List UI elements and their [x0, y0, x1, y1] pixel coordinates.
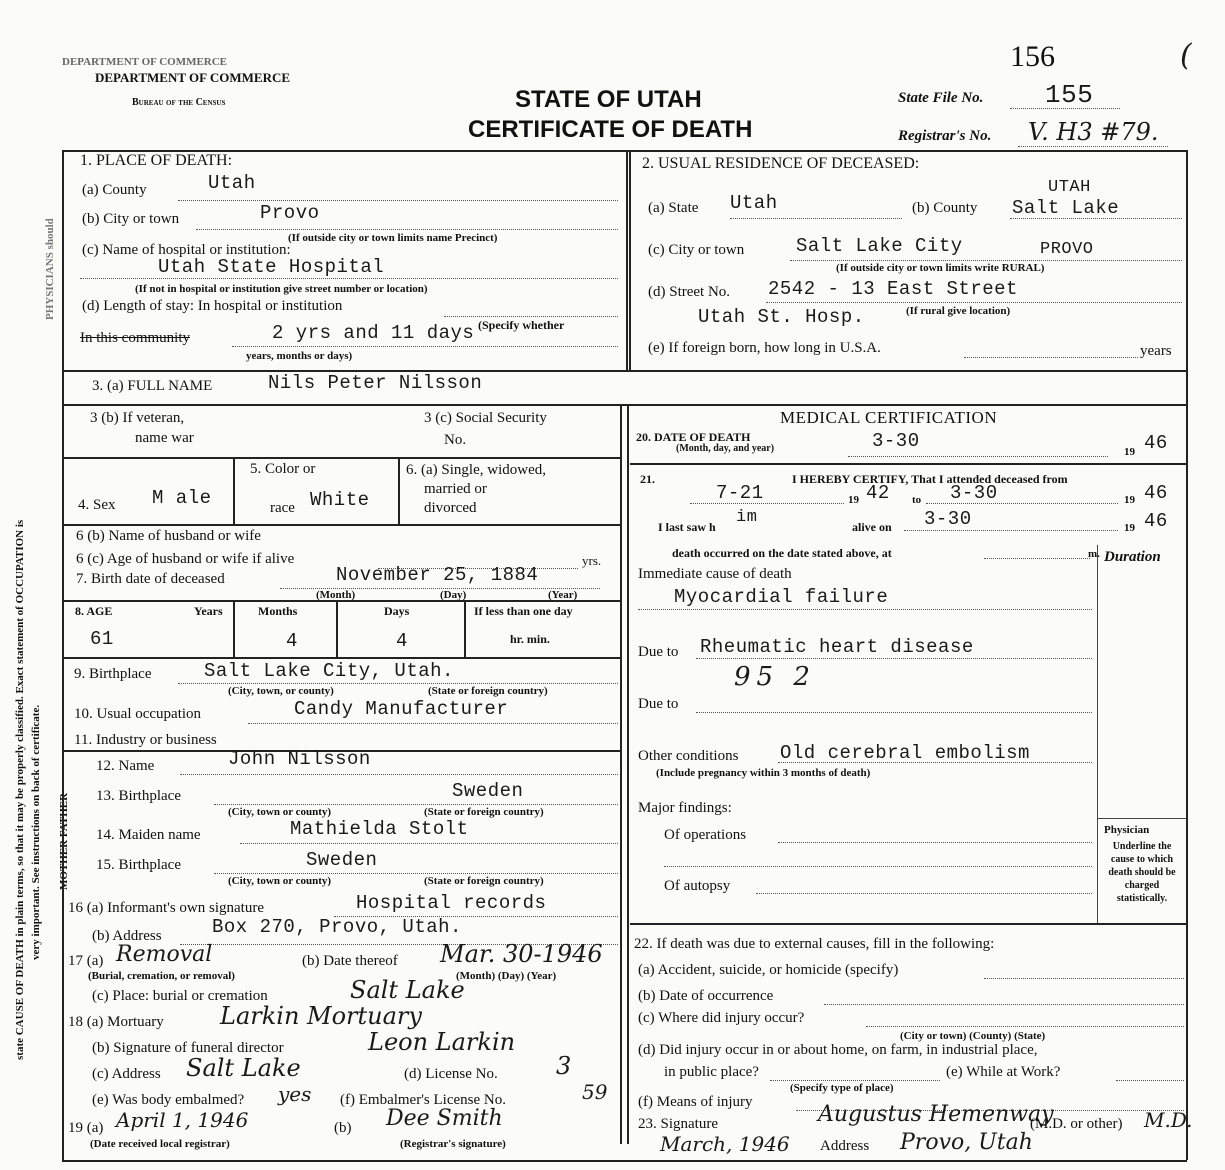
md-label: (M.D. or other) — [1030, 1116, 1123, 1132]
burial-place-value: Salt Lake — [350, 976, 465, 1004]
informant-address-value: Box 270, Provo, Utah. — [212, 916, 462, 938]
full-name-value: Nils Peter Nilsson — [268, 372, 483, 394]
yrs-label: yrs. — [582, 553, 602, 568]
city-value: Provo — [260, 202, 320, 224]
burial-date-note: (Month) (Day) (Year) — [456, 970, 557, 982]
doctor-signature: Augustus Hemenway — [818, 1102, 1054, 1127]
bureau-label: Bureau of the Census — [132, 97, 226, 108]
external-b: (b) Date of occurrence — [638, 988, 774, 1004]
license-value: 3 — [556, 1052, 572, 1080]
city-label: (b) City or town — [82, 211, 180, 227]
to-year-value: 46 — [1144, 482, 1168, 504]
mortuary-label: 18 (a) Mortuary — [68, 1014, 164, 1030]
physician-note-title: Physician — [1104, 824, 1150, 836]
name-war-label: name war — [135, 430, 194, 446]
age-months-label: Months — [258, 604, 298, 618]
father-bp-label: 13. Birthplace — [96, 788, 181, 804]
operations-label: Of operations — [664, 827, 747, 843]
other-conditions-value: Old cerebral embolism — [780, 742, 1030, 764]
date-of-death-label: 20. DATE OF DEATH — [636, 430, 751, 444]
sex-value: M ale — [152, 487, 212, 509]
director-label: (b) Signature of funeral director — [92, 1040, 284, 1056]
registrar-no-value: V. H3 #79. — [1028, 118, 1159, 146]
date-of-death-note: (Month, day, and year) — [676, 443, 775, 454]
res-street-value: 2542 - 13 East Street — [768, 278, 1018, 300]
alive-year-prefix: 19 — [1124, 522, 1135, 534]
res-county-value: Salt Lake — [1012, 197, 1120, 219]
registrar-sig-note: (Registrar's signature) — [400, 1138, 506, 1150]
physician-note: Underline the cause to which death should be charged statistically. — [1108, 841, 1176, 904]
immediate-cause-value: Myocardial failure — [674, 586, 889, 608]
informant-address-label: (b) Address — [92, 928, 162, 944]
label-19a: 19 (a) — [68, 1120, 104, 1136]
external-d2: in public place? — [664, 1064, 759, 1080]
sex-label: 4. Sex — [78, 497, 116, 513]
hospital-label: (c) Name of hospital or institution: — [82, 242, 291, 258]
res-city-over: PROVO — [1040, 240, 1094, 259]
age-months-value: 4 — [286, 630, 298, 652]
age-days-label: Days — [384, 604, 410, 618]
mortuary-value: Larkin Mortuary — [220, 1002, 422, 1030]
county-label: (a) County — [82, 182, 147, 198]
side-instruction-2: very important. See instructions on back of certificate. — [30, 704, 42, 960]
disposal-value: Removal — [116, 942, 213, 967]
res-street-label: (d) Street No. — [648, 284, 731, 300]
year-note: (Year) — [548, 589, 578, 601]
marital-label-3: divorced — [424, 500, 477, 516]
age-days-value: 4 — [396, 630, 408, 652]
title-certificate: CERTIFICATE OF DEATH — [468, 116, 753, 143]
mother-father-label: MOTHER FATHER — [58, 792, 70, 890]
day-note: (Day) — [440, 589, 467, 601]
informant-sig-label: 16 (a) Informant's own signature — [68, 900, 264, 916]
less-than-day-label: If less than one day — [474, 604, 573, 618]
res-years-label: years — [1140, 343, 1172, 359]
stay-value: 2 yrs and 11 days — [272, 322, 475, 344]
full-name-label: 3. (a) FULL NAME — [92, 378, 213, 394]
res-state-label: (a) State — [648, 200, 699, 216]
faded-dept-text: DEPARTMENT OF COMMERCE — [62, 56, 228, 68]
alive-date-value: 3-30 — [924, 508, 972, 530]
external-heading: 22. If death was due to external causes, fill in the following: — [634, 936, 995, 952]
birthplace-label: 9. Birthplace — [74, 666, 152, 682]
license-label: (d) License No. — [404, 1066, 498, 1082]
duration-label: Duration — [1104, 549, 1161, 565]
external-c-note: (City or town) (County) (State) — [900, 1030, 1046, 1042]
filed-date-note: (Date received local registrar) — [90, 1138, 230, 1150]
external-d: (d) Did injury occur in or about home, on farm, in industrial place, — [638, 1042, 1038, 1058]
to-label: to — [912, 494, 922, 506]
from-year-value: 42 — [866, 482, 890, 504]
father-bp-value: Sweden — [452, 780, 524, 802]
spouse-age-label: 6 (c) Age of husband or wife if alive — [76, 551, 295, 567]
hospital-value: Utah State Hospital — [158, 256, 385, 278]
father-bp-note-2: (State or foreign country) — [424, 806, 544, 818]
md-value: M.D. — [1144, 1108, 1193, 1132]
month-note: (Month) — [316, 589, 356, 601]
director-value: Leon Larkin — [368, 1028, 516, 1056]
birth-date-value: November 25, 1884 — [336, 564, 539, 586]
external-e: (e) While at Work? — [946, 1064, 1061, 1080]
stamp-mark: ( — [1180, 38, 1192, 73]
occurred-label: death occurred on the date stated above, at — [672, 546, 892, 560]
registrar-sig-value: Dee Smith — [386, 1106, 503, 1131]
side-instruction-1: state CAUSE OF DEATH in plain terms, so that it may be properly classified. Exact statement of OCCUPATION is — [14, 519, 26, 1060]
mother-maiden-label: 14. Maiden name — [96, 827, 201, 843]
mother-maiden-value: Mathielda Stolt — [290, 818, 469, 840]
burial-date-label: (b) Date thereof — [302, 953, 398, 969]
spouse-label: 6 (b) Name of husband or wife — [76, 528, 261, 544]
external-d-note: (Specify type of place) — [790, 1082, 894, 1094]
marital-label-2: married or — [424, 481, 487, 497]
burial-date-value: Mar. 30-1946 — [440, 940, 603, 968]
industry-label: 11. Industry or business — [74, 732, 217, 748]
certify-text: I HEREBY CERTIFY, That I attended deceased from — [792, 472, 1068, 486]
doctor-address: Provo, Utah — [900, 1130, 1033, 1155]
informant-sig-value: Hospital records — [356, 892, 547, 914]
birthplace-value: Salt Lake City, Utah. — [204, 660, 454, 682]
medical-heading: MEDICAL CERTIFICATION — [780, 408, 998, 427]
county-value: Utah — [208, 172, 256, 194]
res-county-label: (b) County — [912, 200, 978, 216]
immediate-cause-label: Immediate cause of death — [638, 566, 792, 582]
department-label: DEPARTMENT OF COMMERCE — [95, 70, 291, 85]
to-year-prefix: 19 — [1124, 494, 1135, 506]
doctor-sig-date: March, 1946 — [660, 1132, 790, 1156]
alive-year-value: 46 — [1144, 510, 1168, 532]
occupation-label: 10. Usual occupation — [74, 706, 202, 722]
stay-label: (d) Length of stay: In hospital or institution — [82, 298, 343, 314]
major-findings-label: Major findings: — [638, 800, 732, 816]
bp-note-1: (City, town, or county) — [228, 685, 334, 697]
external-f: (f) Means of injury — [638, 1094, 753, 1110]
father-name-value: John Nilsson — [228, 748, 371, 770]
death-year-value: 46 — [1144, 432, 1168, 454]
ymd-note: years, months or days) — [246, 350, 353, 362]
place-of-death-heading: 1. PLACE OF DEATH: — [80, 152, 233, 169]
cause-code: 95 2 — [734, 662, 816, 692]
pregnancy-note: (Include pregnancy within 3 months of death) — [656, 767, 871, 779]
mother-bp-note-2: (State or foreign country) — [424, 875, 544, 887]
age-years-value: 61 — [90, 628, 114, 650]
specify-note: (Specify whether — [478, 318, 565, 332]
res-rural-note: (If rural give location) — [906, 305, 1011, 317]
label-17a: 17 (a) — [68, 953, 104, 969]
state-file-label: State File No. — [898, 90, 984, 106]
last-saw-label: I last saw h — [658, 520, 716, 534]
side-instruction-3: PHYSICIANS should — [44, 218, 56, 320]
father-bp-note-1: (City, town or county) — [228, 806, 332, 818]
date-of-death-value: 3-30 — [872, 430, 920, 452]
ss-label: 3 (c) Social Security — [424, 410, 547, 426]
due-to-label: Due to — [638, 644, 679, 660]
occupation-value: Candy Manufacturer — [294, 698, 509, 720]
state-file-value: 155 — [1045, 80, 1094, 110]
external-c: (c) Where did injury occur? — [638, 1010, 805, 1026]
marital-label-1: 6. (a) Single, widowed, — [406, 462, 546, 478]
city-note: (If outside city or town limits name Precinct) — [288, 232, 498, 244]
res-city-label: (c) City or town — [648, 242, 745, 258]
birth-date-label: 7. Birth date of deceased — [76, 571, 225, 587]
res-street-value-2: Utah St. Hosp. — [698, 306, 865, 328]
res-city-value: Salt Lake City — [796, 235, 963, 257]
embalmed-value: yes — [278, 1082, 312, 1106]
disposal-note: (Burial, cremation, or removal) — [88, 970, 235, 982]
veteran-label: 3 (b) If veteran, — [90, 410, 185, 426]
burial-place-label: (c) Place: burial or cremation — [92, 988, 268, 1004]
title-state: STATE OF UTAH — [515, 86, 702, 113]
age-label: 8. AGE — [75, 604, 113, 618]
registrar-no-label: Registrar's No. — [898, 128, 992, 144]
ss-no-label: No. — [444, 432, 467, 448]
doctor-signature-label: 23. Signature — [638, 1116, 718, 1132]
burial-address-value: Salt Lake — [186, 1054, 301, 1082]
due-to-value: Rheumatic heart disease — [700, 636, 974, 658]
other-conditions-label: Other conditions — [638, 748, 739, 764]
color-label: 5. Color or — [250, 461, 316, 477]
last-saw-him: im — [736, 508, 758, 527]
mother-bp-note-1: (City, town or county) — [228, 875, 332, 887]
alive-on-label: alive on — [852, 520, 892, 534]
from-year-prefix: 19 — [848, 494, 859, 506]
autopsy-label: Of autopsy — [664, 878, 731, 894]
hr-min-label: hr. min. — [510, 632, 550, 646]
embalmer-label: (f) Embalmer's License No. — [340, 1092, 506, 1108]
age-years-label: Years — [194, 604, 223, 618]
race-value: White — [310, 489, 370, 511]
res-city-note: (If outside city or town limits write RURAL) — [836, 262, 1045, 274]
death-year-prefix: 19 — [1124, 446, 1135, 458]
father-name-label: 12. Name — [96, 758, 155, 774]
res-foreign-label: (e) If foreign born, how long in U.S.A. — [648, 340, 881, 356]
residence-heading: 2. USUAL RESIDENCE OF DECEASED: — [642, 155, 920, 172]
bp-note-2: (State or foreign country) — [428, 685, 548, 697]
burial-address-label: (c) Address — [92, 1066, 161, 1082]
external-a: (a) Accident, suicide, or homicide (specify) — [638, 962, 899, 978]
label-19b: (b) — [334, 1120, 352, 1136]
mother-bp-value: Sweden — [306, 849, 378, 871]
community-label: In this community — [80, 330, 190, 346]
race-label: race — [270, 500, 295, 516]
hospital-note: (If not in hospital or institution give street number or location) — [135, 283, 428, 295]
mother-bp-label: 15. Birthplace — [96, 857, 181, 873]
cert-number: 21. — [640, 472, 655, 486]
embalmed-label: (e) Was body embalmed? — [92, 1092, 245, 1108]
embalmer-value: 59 — [582, 1080, 608, 1104]
occurred-m: m. — [1088, 548, 1100, 560]
due-to-2-label: Due to — [638, 696, 679, 712]
attended-from-value: 7-21 — [716, 482, 764, 504]
doctor-address-label: Address — [820, 1138, 870, 1154]
attended-to-value: 3-30 — [950, 482, 998, 504]
stamp-number: 156 — [1010, 40, 1055, 73]
filed-date-value: April 1, 1946 — [116, 1108, 249, 1132]
res-state-value: Utah — [730, 192, 778, 214]
residence-county-over: UTAH — [1048, 178, 1091, 197]
